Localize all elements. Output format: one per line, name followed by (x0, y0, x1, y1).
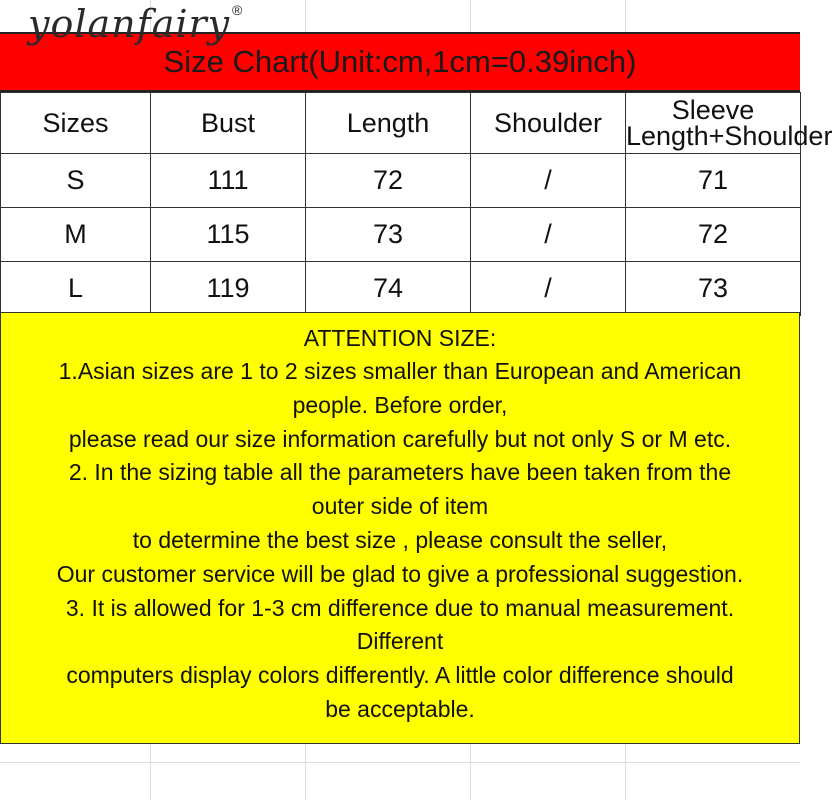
table-header-row (1, 93, 801, 154)
header-sleeve (626, 93, 832, 154)
cell-shoulder: / (471, 208, 626, 262)
size-table (0, 92, 832, 316)
attention-notice (0, 312, 800, 744)
notice-line: Different (356, 628, 444, 655)
notice-line: 2. In the sizing table all the parameters have been taken from the (68, 459, 732, 486)
cell-bust: 115 (151, 208, 306, 262)
cell-length: 73 (306, 208, 471, 262)
notice-line: to determine the best size , please consult the seller, (132, 526, 668, 553)
table-row (1, 262, 801, 316)
cell-shoulder: / (471, 154, 626, 208)
notice-line: people. Before order, (292, 391, 508, 418)
header-bust: Bust (151, 93, 306, 154)
registered-mark: ® (232, 2, 243, 18)
cell-size: M (1, 208, 151, 262)
notice-line: please read our size information carefully but not only S or M etc. (68, 425, 732, 452)
cell-sleeve: 73 (626, 262, 801, 316)
cell-length: 72 (306, 154, 471, 208)
header-length: Length (306, 93, 471, 154)
notice-line: Our customer service will be glad to give a professional suggestion. (56, 560, 744, 587)
cell-bust: 119 (151, 262, 306, 316)
brand-logo: yolanfairy (28, 2, 231, 46)
table-row (1, 154, 801, 208)
header-sleeve-line2: Length+Shoulder (626, 121, 832, 151)
notice-line: outer side of item (311, 493, 489, 520)
notice-line: be acceptable. (325, 695, 475, 722)
header-sleeve-line1: Sleeve (671, 95, 755, 125)
cell-sleeve: 72 (626, 208, 801, 262)
cell-size: S (1, 154, 151, 208)
notice-line: computers display colors differently. A little color difference should (66, 662, 734, 689)
notice-title: ATTENTION SIZE: (303, 325, 497, 351)
cell-shoulder: / (471, 262, 626, 316)
chart-title: Size Chart(Unit:cm,1cm=0.39inch) (163, 44, 637, 79)
header-shoulder: Shoulder (471, 93, 626, 154)
cell-length: 74 (306, 262, 471, 316)
cell-sleeve: 71 (626, 154, 801, 208)
grid-line (0, 762, 800, 763)
notice-line: 1.Asian sizes are 1 to 2 sizes smaller than European and American (58, 358, 742, 384)
table-row (1, 208, 801, 262)
cell-size: L (1, 262, 151, 316)
notice-line: 3. It is allowed for 1-3 cm difference due to manual measurement. (65, 594, 735, 621)
header-sizes: Sizes (1, 93, 151, 154)
cell-bust: 111 (151, 154, 306, 208)
